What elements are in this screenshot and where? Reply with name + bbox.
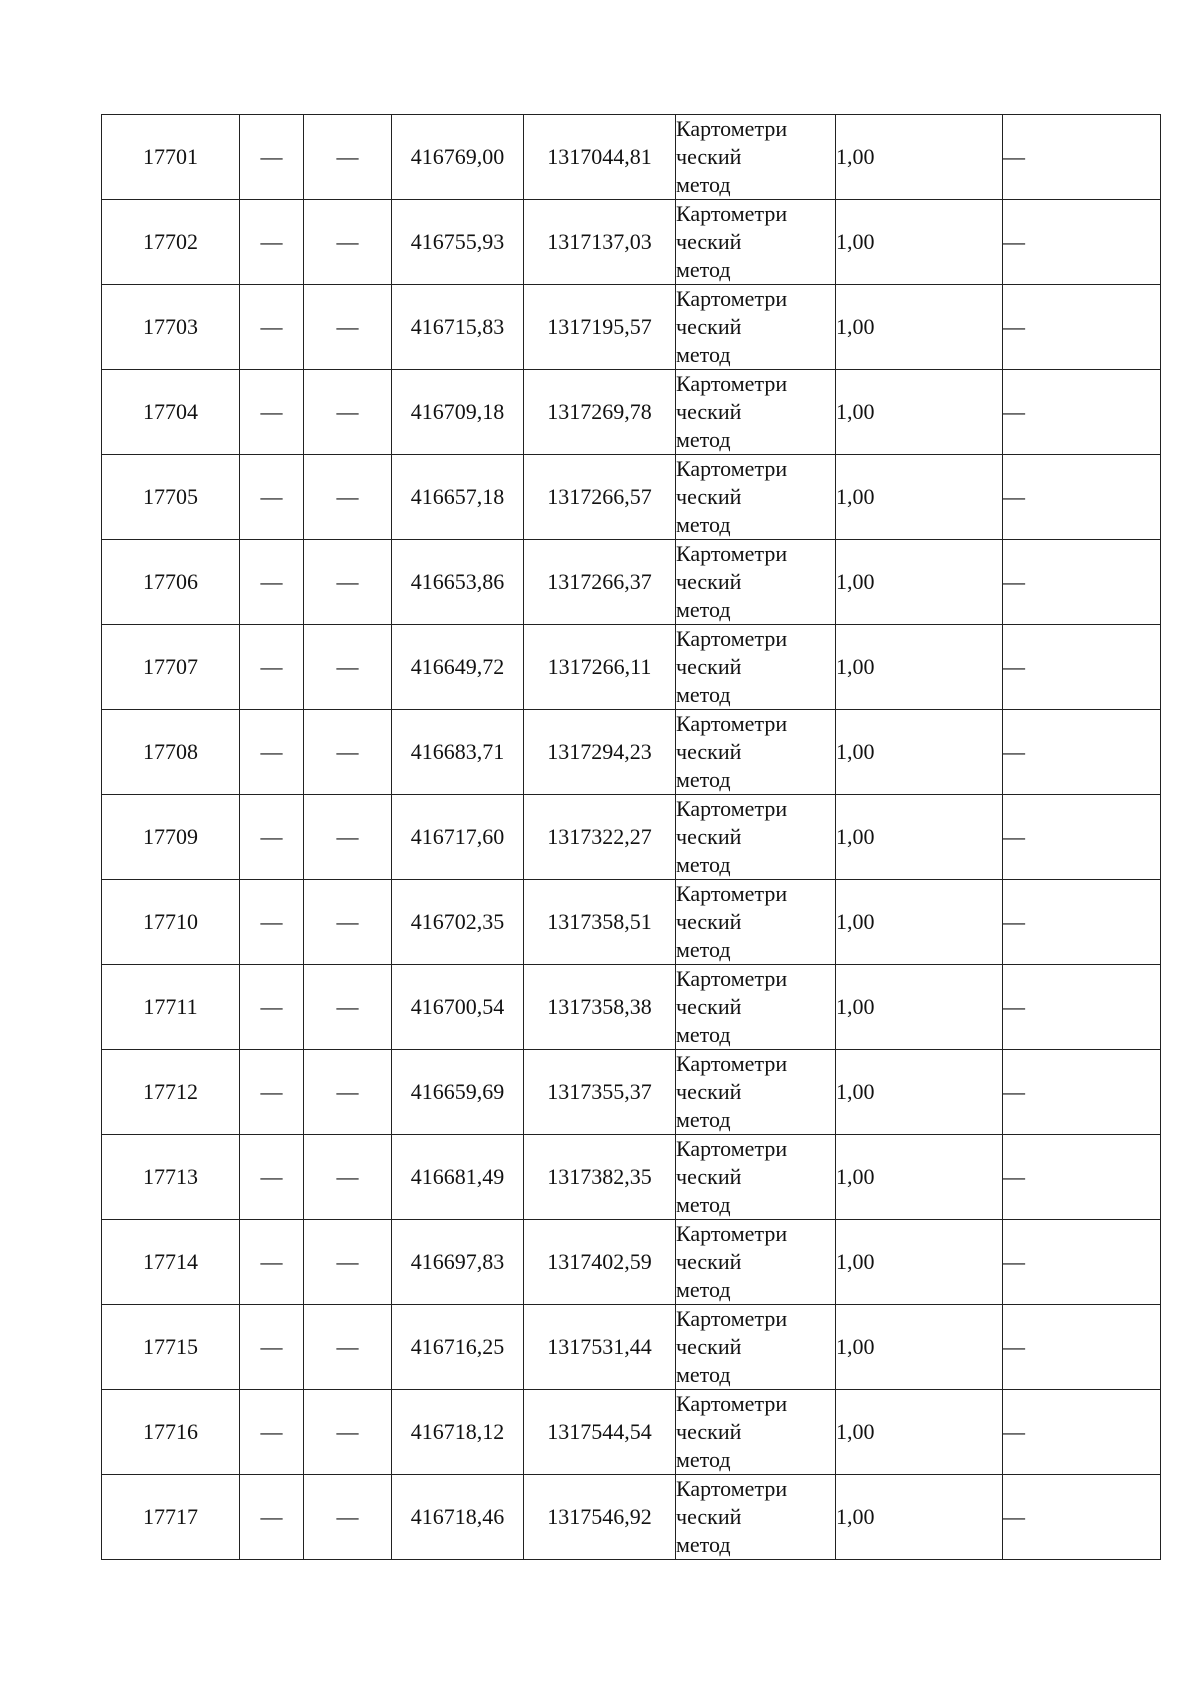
empty-dash-cell: —: [240, 1050, 304, 1135]
method-text: Картометри ческий метод: [676, 1391, 788, 1472]
empty-dash-cell: —: [240, 710, 304, 795]
empty-dash-cell: —: [240, 1135, 304, 1220]
empty-dash-cell: —: [304, 455, 392, 540]
table-row: [102, 625, 1161, 710]
empty-dash-cell: —: [304, 880, 392, 965]
coordinate-y-cell: 1317266,57: [524, 455, 676, 540]
method-text: Картометри ческий метод: [676, 1051, 788, 1132]
empty-dash-cell: —: [240, 795, 304, 880]
table-row: [102, 1475, 1161, 1560]
table-row: [102, 1305, 1161, 1390]
coordinates-table: [101, 114, 1161, 1560]
table-row: [102, 455, 1161, 540]
empty-dash-cell: —: [1003, 625, 1161, 710]
point-number-cell: 17708: [102, 710, 240, 795]
method-cell: [676, 115, 836, 200]
method-text: Картометри ческий метод: [676, 966, 788, 1047]
method-text: Картометри ческий метод: [676, 881, 788, 962]
method-cell: [676, 625, 836, 710]
method-text: Картометри ческий метод: [676, 201, 788, 282]
empty-dash-cell: —: [1003, 455, 1161, 540]
method-text: Картометри ческий метод: [676, 371, 788, 452]
empty-dash-cell: —: [240, 200, 304, 285]
table-row: [102, 370, 1161, 455]
coordinate-y-cell: 1317544,54: [524, 1390, 676, 1475]
empty-dash-cell: —: [1003, 1390, 1161, 1475]
table-row: [102, 1135, 1161, 1220]
empty-dash-cell: —: [1003, 1135, 1161, 1220]
coordinate-x-cell: 416718,46: [392, 1475, 524, 1560]
table-row: [102, 880, 1161, 965]
method-cell: [676, 455, 836, 540]
point-number-cell: 17716: [102, 1390, 240, 1475]
accuracy-cell: 1,00: [836, 880, 1003, 965]
empty-dash-cell: —: [240, 625, 304, 710]
method-cell: [676, 200, 836, 285]
coordinate-x-cell: 416717,60: [392, 795, 524, 880]
point-number-cell: 17706: [102, 540, 240, 625]
empty-dash-cell: —: [240, 1475, 304, 1560]
method-cell: [676, 1050, 836, 1135]
empty-dash-cell: —: [1003, 1475, 1161, 1560]
accuracy-cell: 1,00: [836, 1475, 1003, 1560]
coordinate-x-cell: 416755,93: [392, 200, 524, 285]
point-number-cell: 17712: [102, 1050, 240, 1135]
point-number-cell: 17713: [102, 1135, 240, 1220]
accuracy-cell: 1,00: [836, 115, 1003, 200]
empty-dash-cell: —: [304, 1305, 392, 1390]
method-text: Картометри ческий метод: [676, 1221, 788, 1302]
coordinate-x-cell: 416718,12: [392, 1390, 524, 1475]
empty-dash-cell: —: [304, 285, 392, 370]
empty-dash-cell: —: [240, 115, 304, 200]
coordinate-x-cell: 416657,18: [392, 455, 524, 540]
method-cell: [676, 540, 836, 625]
empty-dash-cell: —: [304, 625, 392, 710]
coordinate-x-cell: 416649,72: [392, 625, 524, 710]
empty-dash-cell: —: [1003, 710, 1161, 795]
coordinate-y-cell: 1317358,51: [524, 880, 676, 965]
accuracy-cell: 1,00: [836, 1135, 1003, 1220]
point-number-cell: 17704: [102, 370, 240, 455]
point-number-cell: 17701: [102, 115, 240, 200]
empty-dash-cell: —: [304, 370, 392, 455]
empty-dash-cell: —: [1003, 795, 1161, 880]
coordinate-y-cell: 1317266,11: [524, 625, 676, 710]
empty-dash-cell: —: [1003, 1220, 1161, 1305]
coordinate-y-cell: 1317531,44: [524, 1305, 676, 1390]
empty-dash-cell: —: [240, 965, 304, 1050]
coordinate-y-cell: 1317546,92: [524, 1475, 676, 1560]
empty-dash-cell: —: [304, 540, 392, 625]
empty-dash-cell: —: [240, 540, 304, 625]
table-row: [102, 115, 1161, 200]
empty-dash-cell: —: [304, 965, 392, 1050]
point-number-cell: 17714: [102, 1220, 240, 1305]
empty-dash-cell: —: [1003, 115, 1161, 200]
coordinate-x-cell: 416683,71: [392, 710, 524, 795]
method-cell: [676, 285, 836, 370]
coordinate-x-cell: 416653,86: [392, 540, 524, 625]
empty-dash-cell: —: [1003, 370, 1161, 455]
accuracy-cell: 1,00: [836, 285, 1003, 370]
method-text: Картометри ческий метод: [676, 286, 788, 367]
method-text: Картометри ческий метод: [676, 1306, 788, 1387]
empty-dash-cell: —: [1003, 965, 1161, 1050]
accuracy-cell: 1,00: [836, 965, 1003, 1050]
method-text: Картометри ческий метод: [676, 541, 788, 622]
empty-dash-cell: —: [240, 880, 304, 965]
table-row: [102, 540, 1161, 625]
coordinate-x-cell: 416715,83: [392, 285, 524, 370]
method-cell: [676, 1305, 836, 1390]
coordinate-y-cell: 1317358,38: [524, 965, 676, 1050]
empty-dash-cell: —: [304, 1135, 392, 1220]
method-text: Картометри ческий метод: [676, 1476, 788, 1557]
empty-dash-cell: —: [1003, 200, 1161, 285]
coordinate-y-cell: 1317269,78: [524, 370, 676, 455]
method-text: Картометри ческий метод: [676, 796, 788, 877]
table-row: [102, 965, 1161, 1050]
accuracy-cell: 1,00: [836, 455, 1003, 540]
method-text: Картометри ческий метод: [676, 626, 788, 707]
empty-dash-cell: —: [240, 285, 304, 370]
method-text: Картометри ческий метод: [676, 456, 788, 537]
table-row: [102, 1390, 1161, 1475]
coordinate-y-cell: 1317322,27: [524, 795, 676, 880]
empty-dash-cell: —: [1003, 880, 1161, 965]
point-number-cell: 17703: [102, 285, 240, 370]
empty-dash-cell: —: [304, 115, 392, 200]
table-row: [102, 200, 1161, 285]
empty-dash-cell: —: [1003, 540, 1161, 625]
table-row: [102, 710, 1161, 795]
point-number-cell: 17717: [102, 1475, 240, 1560]
coordinate-x-cell: 416659,69: [392, 1050, 524, 1135]
empty-dash-cell: —: [304, 795, 392, 880]
point-number-cell: 17715: [102, 1305, 240, 1390]
empty-dash-cell: —: [304, 710, 392, 795]
empty-dash-cell: —: [304, 1220, 392, 1305]
coordinate-y-cell: 1317382,35: [524, 1135, 676, 1220]
method-cell: [676, 1135, 836, 1220]
empty-dash-cell: —: [304, 1475, 392, 1560]
method-cell: [676, 1220, 836, 1305]
coordinate-x-cell: 416769,00: [392, 115, 524, 200]
method-cell: [676, 1390, 836, 1475]
empty-dash-cell: —: [240, 455, 304, 540]
accuracy-cell: 1,00: [836, 370, 1003, 455]
method-cell: [676, 1475, 836, 1560]
table-row: [102, 1220, 1161, 1305]
coordinate-y-cell: 1317195,57: [524, 285, 676, 370]
accuracy-cell: 1,00: [836, 1050, 1003, 1135]
empty-dash-cell: —: [240, 370, 304, 455]
method-cell: [676, 795, 836, 880]
accuracy-cell: 1,00: [836, 1390, 1003, 1475]
accuracy-cell: 1,00: [836, 540, 1003, 625]
coordinate-y-cell: 1317355,37: [524, 1050, 676, 1135]
empty-dash-cell: —: [1003, 285, 1161, 370]
point-number-cell: 17705: [102, 455, 240, 540]
method-cell: [676, 965, 836, 1050]
accuracy-cell: 1,00: [836, 625, 1003, 710]
coordinate-y-cell: 1317044,81: [524, 115, 676, 200]
accuracy-cell: 1,00: [836, 200, 1003, 285]
accuracy-cell: 1,00: [836, 1305, 1003, 1390]
method-cell: [676, 710, 836, 795]
coordinate-x-cell: 416681,49: [392, 1135, 524, 1220]
table-row: [102, 285, 1161, 370]
method-cell: [676, 880, 836, 965]
accuracy-cell: 1,00: [836, 795, 1003, 880]
table-row: [102, 795, 1161, 880]
empty-dash-cell: —: [1003, 1305, 1161, 1390]
coordinate-x-cell: 416700,54: [392, 965, 524, 1050]
empty-dash-cell: —: [240, 1390, 304, 1475]
method-text: Картометри ческий метод: [676, 711, 788, 792]
table-row: [102, 1050, 1161, 1135]
coordinate-y-cell: 1317402,59: [524, 1220, 676, 1305]
empty-dash-cell: —: [240, 1220, 304, 1305]
method-text: Картометри ческий метод: [676, 1136, 788, 1217]
empty-dash-cell: —: [240, 1305, 304, 1390]
coordinate-y-cell: 1317266,37: [524, 540, 676, 625]
accuracy-cell: 1,00: [836, 710, 1003, 795]
empty-dash-cell: —: [304, 200, 392, 285]
point-number-cell: 17709: [102, 795, 240, 880]
point-number-cell: 17707: [102, 625, 240, 710]
coordinate-y-cell: 1317137,03: [524, 200, 676, 285]
point-number-cell: 17702: [102, 200, 240, 285]
coordinate-x-cell: 416716,25: [392, 1305, 524, 1390]
point-number-cell: 17711: [102, 965, 240, 1050]
empty-dash-cell: —: [304, 1390, 392, 1475]
coordinate-y-cell: 1317294,23: [524, 710, 676, 795]
empty-dash-cell: —: [1003, 1050, 1161, 1135]
coordinate-x-cell: 416709,18: [392, 370, 524, 455]
method-text: Картометри ческий метод: [676, 116, 788, 197]
table-body: [102, 115, 1161, 1560]
coordinate-x-cell: 416702,35: [392, 880, 524, 965]
method-cell: [676, 370, 836, 455]
accuracy-cell: 1,00: [836, 1220, 1003, 1305]
point-number-cell: 17710: [102, 880, 240, 965]
empty-dash-cell: —: [304, 1050, 392, 1135]
coordinate-x-cell: 416697,83: [392, 1220, 524, 1305]
